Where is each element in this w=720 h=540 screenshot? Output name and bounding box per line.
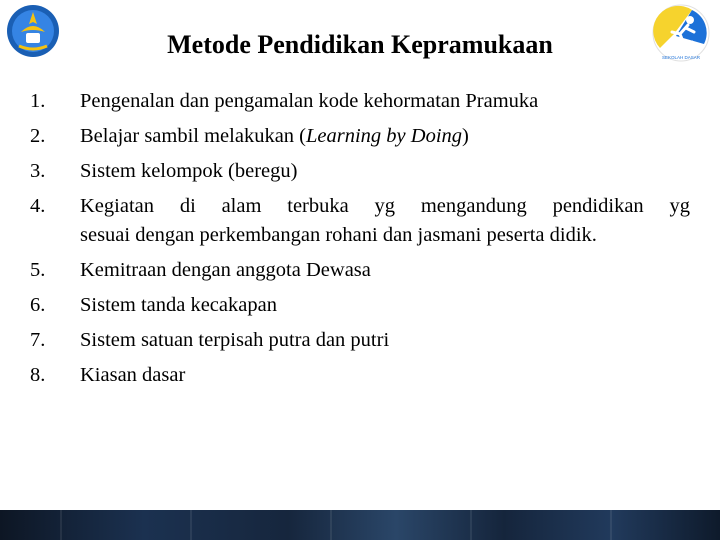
method-list <box>30 87 690 396</box>
list-item <box>30 157 690 186</box>
list-item-text-part: Belajar sambil melakukan ( <box>80 125 306 148</box>
list-item <box>30 326 690 355</box>
list-item <box>30 87 690 116</box>
list-item-text-part: ) <box>462 125 469 148</box>
list-item-text-part: Kiasan dasar <box>80 364 186 387</box>
right-logo-caption: SEKOLAH DASAR <box>661 55 701 60</box>
footer-bar <box>0 510 720 540</box>
list-item-text-part: Kemitraan dengan anggota Dewasa <box>80 258 371 281</box>
list-item-text-part: Sistem tanda kecakapan <box>80 293 277 316</box>
list-item-number: 2. <box>30 125 46 148</box>
list-item-text-part: Sistem kelompok (beregu) <box>80 160 298 183</box>
list-item-text-line: Kegiatan di alam terbuka yg mengandung pendidikan yg <box>80 195 690 218</box>
list-item-text <box>80 157 690 186</box>
list-item-number: 3. <box>30 160 46 183</box>
list-item <box>30 122 690 151</box>
list-item-number: 1. <box>30 90 46 112</box>
slide-title: Metode Pendidikan Kepramukaan <box>167 30 553 59</box>
list-item-text <box>80 361 690 390</box>
list-item-text <box>80 122 690 151</box>
list-item-number: 5. <box>30 258 46 281</box>
list-item-number: 8. <box>30 364 46 387</box>
list-item-text <box>80 326 690 355</box>
list-item-text-italic: Learning by Doing <box>306 125 463 148</box>
list-item <box>30 361 690 390</box>
list-item-text <box>80 87 690 116</box>
list-item-text-part: Pengenalan dan pengamalan kode kehormatan Pramuka <box>80 90 539 112</box>
list-item-text-line: sesuai dengan perkembangan rohani dan jasmani peserta didik. <box>80 223 597 246</box>
list-item-number: 4. <box>30 195 46 218</box>
list-item-text <box>80 192 690 249</box>
list-item <box>30 256 690 285</box>
list-item <box>30 192 690 249</box>
list-item-text <box>80 256 690 285</box>
list-item-number: 6. <box>30 293 46 316</box>
list-item-text-part: Sistem satuan terpisah putra dan putri <box>80 329 390 352</box>
list-item-number: 7. <box>30 329 46 352</box>
list-item <box>30 291 690 320</box>
list-item-text <box>80 291 690 320</box>
